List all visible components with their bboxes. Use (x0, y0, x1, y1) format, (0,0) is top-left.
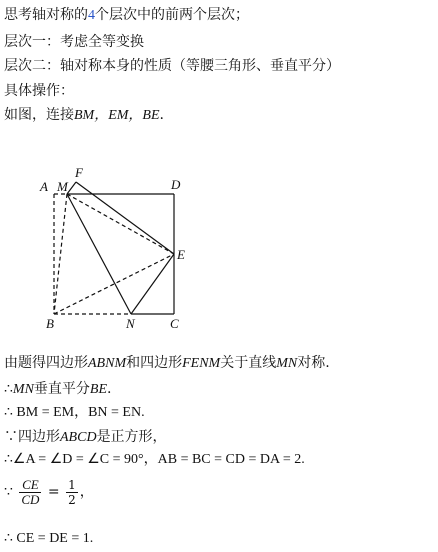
intro-connect-text: 如图，连接 (4, 107, 74, 123)
solution-line-1 (4, 355, 330, 372)
solution-line-7: ∴ CE = DE = 1. (4, 531, 94, 546)
intro-number: 4 (88, 8, 95, 23)
solution-text: 和四边形 (126, 355, 183, 371)
solution-text: 是正方形， (96, 429, 167, 445)
fraction-numerator: 1 (68, 477, 76, 492)
edge-EN (131, 254, 174, 314)
label-B: B (46, 316, 54, 331)
quad-FENM: FENM (182, 356, 221, 371)
segment-BE-text: BE (89, 382, 108, 397)
intro-segments: BM，EM，BE (74, 108, 160, 123)
solution-text: 对称. (297, 355, 330, 371)
intro-line-5 (4, 107, 164, 124)
label-A: A (40, 179, 48, 194)
fraction-denominator: CD (21, 491, 40, 507)
intro-line-4: 具体操作： (4, 83, 74, 99)
solution-line-2 (4, 381, 111, 398)
segment-BM (54, 194, 67, 314)
equals-sign: = (47, 484, 60, 500)
intro-text: 思考轴对称的 (4, 7, 88, 23)
because-text: ∵四边形 (4, 429, 60, 445)
fraction-numerator: CE (19, 478, 41, 493)
intro-period: . (159, 107, 164, 123)
fraction-denominator: 2 (68, 492, 76, 507)
intro-line-1 (4, 7, 249, 24)
fraction-one-half (66, 478, 78, 507)
intro-line-3: 层次二：轴对称本身的性质（等腰三角形、垂直平分） (4, 58, 340, 74)
solution-text: . (107, 381, 112, 397)
geometry-figure (36, 160, 206, 340)
solution-line-4 (4, 429, 167, 446)
therefore-symbol: ∴ (4, 381, 13, 397)
solution-text: 关于直线 (220, 355, 277, 371)
line-MN: MN (12, 382, 34, 397)
quad-ABNM: ABNM (88, 356, 127, 371)
solution-text: ， (79, 484, 94, 500)
intro-text-post: 个层次中的前两个层次； (95, 7, 249, 23)
solution-line-5: ∴∠A = ∠D = ∠C = 90°，AB = BC = CD = DA = 2. (4, 452, 305, 467)
label-F: F (75, 165, 83, 180)
square-ABCD: ABCD (60, 430, 97, 445)
solution-line-6 (4, 475, 94, 511)
label-M: M (57, 179, 68, 194)
label-E: E (177, 247, 185, 262)
label-C: C (170, 316, 179, 331)
fraction-CE-CD (19, 478, 41, 507)
solution-line-3: ∴ BM = EM，BN = EN. (4, 405, 145, 420)
intro-line-2: 层次一：考虑全等变换 (4, 34, 144, 50)
edge-MF (67, 182, 76, 194)
segment-BE (54, 254, 174, 314)
line-MN: MN (276, 356, 298, 371)
label-D: D (171, 177, 181, 192)
label-N: N (126, 316, 135, 331)
because-symbol: ∵ (4, 484, 13, 500)
solution-text: 由题得四边形 (4, 355, 88, 371)
edge-FE (76, 182, 174, 254)
solution-text: 垂直平分 (33, 381, 90, 397)
